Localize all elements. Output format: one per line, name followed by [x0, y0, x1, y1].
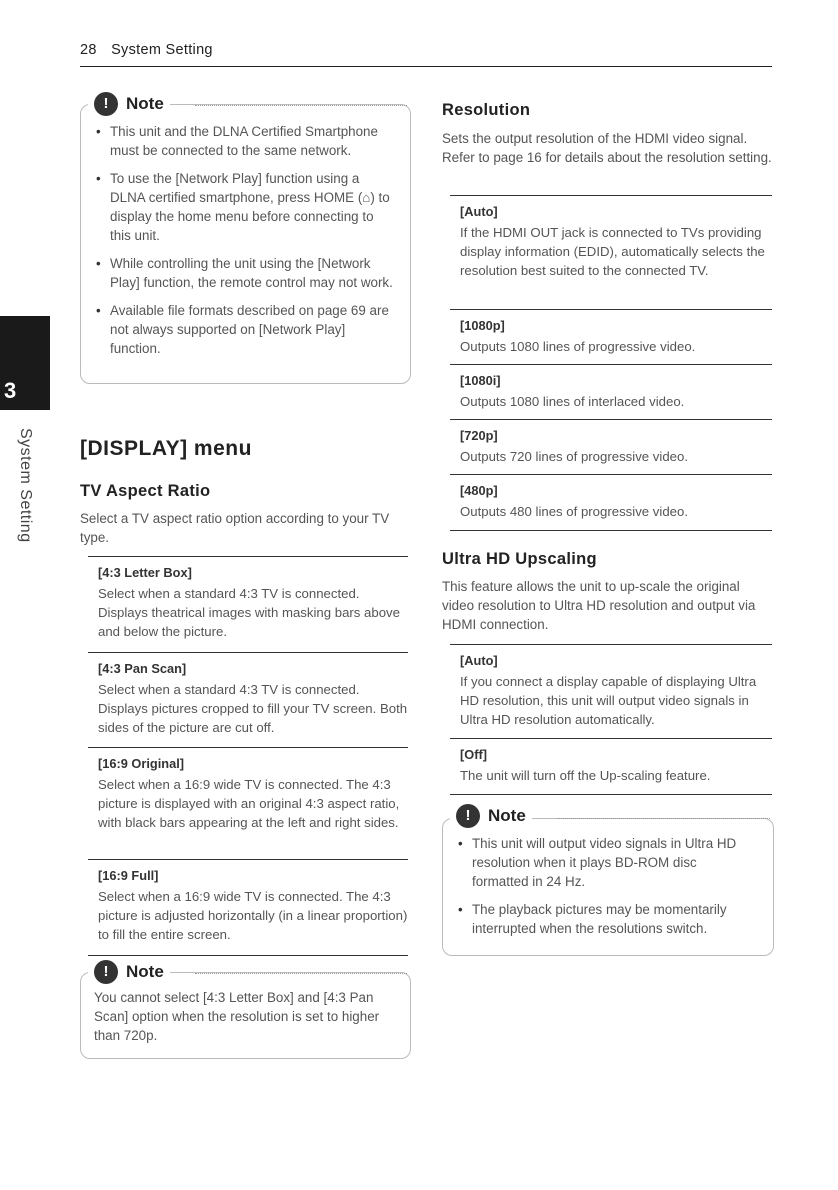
option-16-9-original [88, 747, 408, 858]
option-desc: Select when a 16:9 wide TV is connected. The 4:3 picture is displayed with an original 4:3 aspect ratio, with black bars appearing at the left and right sides. [98, 777, 400, 830]
uhd-intro: This feature allows the unit to up-scale the original video resolution to Ultra HD resolution and output via HDMI connection. [442, 579, 756, 632]
chapter-number: 3 [4, 378, 17, 403]
section-end-rule [88, 955, 408, 956]
option-desc: The unit will turn off the Up-scaling feature. [460, 768, 711, 783]
option-desc: Select when a standard 4:3 TV is connected. Displays theatrical images with masking bars above and below the picture. [98, 586, 400, 639]
note-list [456, 834, 756, 947]
note-item: • This unit will output video signals in Ultra HD resolution when it plays BD-ROM disc formatted in 24 Hz. [456, 834, 756, 891]
option-desc: Outputs 1080 lines of interlaced video. [460, 394, 685, 409]
option-pan-scan [88, 652, 408, 747]
option-label: [480p] [460, 483, 498, 498]
option-res-1080i [450, 364, 772, 420]
note-title: Note [126, 94, 164, 113]
option-label: [1080i] [460, 373, 501, 388]
exclamation-icon: ! [456, 804, 480, 828]
option-desc: If you connect a display capable of displaying Ultra HD resolution, this unit will output video signals in Ultra HD resolution automatically. [460, 674, 757, 727]
option-res-720p [450, 419, 772, 475]
option-uhd-auto [450, 644, 772, 739]
tv-aspect-intro: Select a TV aspect ratio option according to your TV type. [80, 511, 390, 545]
note-list [94, 122, 394, 367]
option-16-9-full [88, 859, 408, 956]
note-text: You cannot select [4:3 Letter Box] and [4:3 Pan Scan] option when the resolution is set to higher than 720p. [94, 990, 380, 1043]
note-heading [450, 804, 532, 828]
note-item: • While controlling the unit using the [Network Play] function, the remote control may not work. [94, 254, 394, 292]
option-desc: Outputs 480 lines of progressive video. [460, 504, 688, 519]
note-divider [195, 105, 407, 106]
option-label: [1080p] [460, 318, 505, 333]
option-res-480p [450, 474, 772, 530]
option-letter-box [88, 556, 408, 651]
menu-title: [DISPLAY] menu [80, 437, 252, 460]
option-desc: Outputs 720 lines of progressive video. [460, 449, 688, 464]
option-label: [720p] [460, 428, 498, 443]
option-label: [4:3 Pan Scan] [98, 661, 187, 676]
exclamation-icon: ! [94, 92, 118, 116]
exclamation-icon: ! [94, 960, 118, 984]
option-res-auto [450, 195, 772, 310]
option-uhd-off [450, 738, 772, 794]
option-label: [16:9 Full] [98, 868, 159, 883]
uhd-heading: Ultra HD Upscaling [442, 550, 597, 568]
note-heading [88, 960, 170, 984]
option-desc: Outputs 1080 lines of progressive video. [460, 339, 696, 354]
option-label: [Auto] [460, 653, 498, 668]
page-header [80, 42, 213, 58]
section-end-rule [450, 794, 772, 795]
header-rule [80, 66, 772, 67]
note-item: • The playback pictures may be momentarily interrupted when the resolutions switch. [456, 900, 756, 938]
option-desc: Select when a 16:9 wide TV is connected. The 4:3 picture is adjusted horizontally (in a linear proportion) to fill the entire screen. [98, 889, 408, 942]
option-desc: Select when a standard 4:3 TV is connected. Displays pictures cropped to fill your TV screen. Both sides of the picture are cut off. [98, 682, 408, 735]
note-divider [557, 818, 770, 819]
option-res-1080p [450, 309, 772, 365]
option-label: [Auto] [460, 204, 498, 219]
chapter-tab [0, 316, 50, 410]
note-item: • To use the [Network Play] function using a DLNA certified smartphone, press HOME (⌂) to display the home menu before connecting to this unit. [94, 169, 394, 245]
note-item: • Available file formats described on page 69 are not always supported on [Network Play] function. [94, 301, 394, 358]
option-label: [4:3 Letter Box] [98, 565, 192, 580]
resolution-heading: Resolution [442, 101, 531, 119]
option-label: [16:9 Original] [98, 756, 185, 771]
note-item: • This unit and the DLNA Certified Smartphone must be connected to the same network. [94, 122, 394, 160]
option-label: [Off] [460, 747, 487, 762]
section-end-rule [450, 530, 772, 531]
tv-aspect-heading: TV Aspect Ratio [80, 482, 211, 500]
note-divider [195, 973, 407, 974]
resolution-intro: Sets the output resolution of the HDMI video signal. Refer to page 16 for details about the resolution setting. [442, 131, 772, 165]
note-title: Note [488, 806, 526, 825]
note-title: Note [126, 962, 164, 981]
chapter-side-label: System Setting [17, 428, 34, 543]
page-number: 28 [80, 42, 97, 58]
note-heading [88, 92, 170, 116]
section-title: System Setting [111, 42, 213, 58]
option-desc: If the HDMI OUT jack is connected to TVs providing display information (EDID), automatically selects the resolution best suited to the connected TV. [460, 225, 765, 278]
